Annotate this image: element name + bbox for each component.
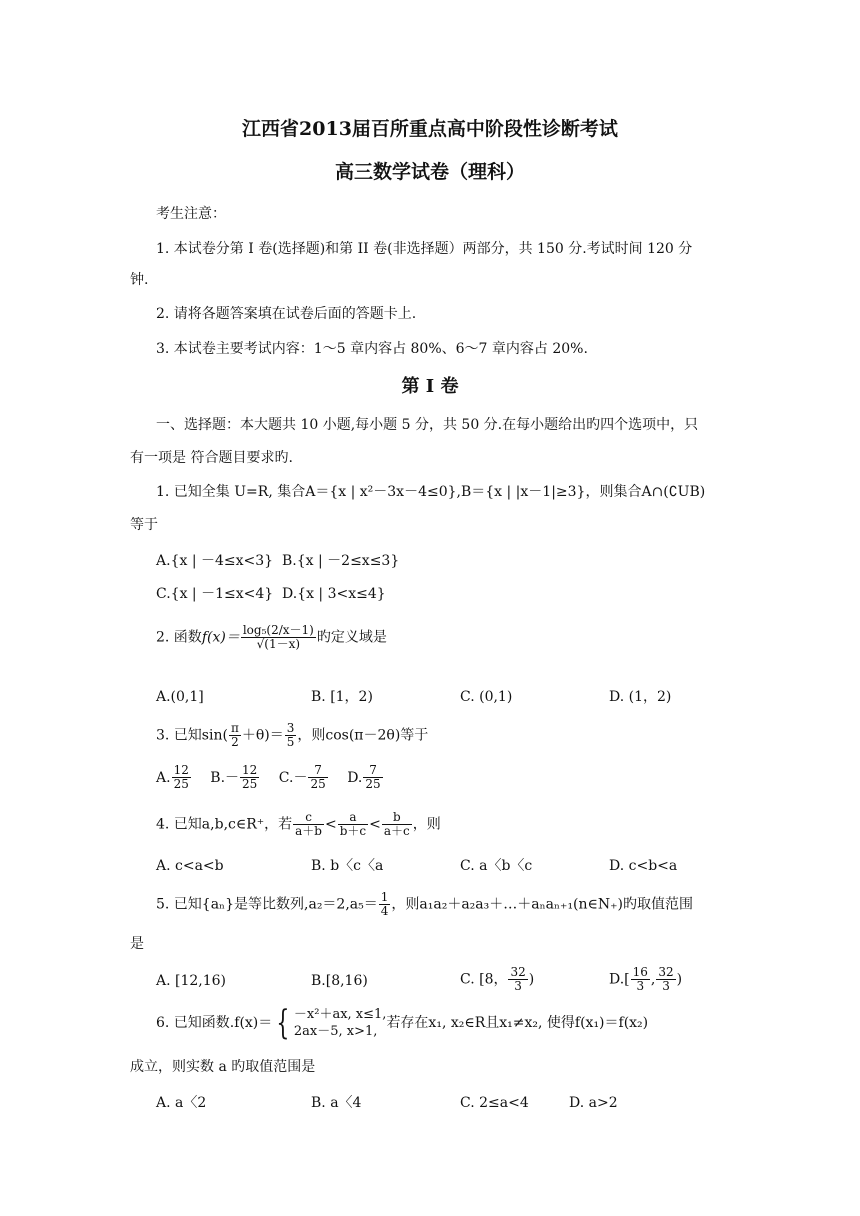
question-3-option-a-num: 12 [173,763,189,777]
notice-item-3: 3. 本试卷主要考试内容：1～5 章内容占 80%、6～7 章内容占 20%. [156,341,588,357]
question-6-post: 若存在x₁, x₂∈R且x₁≠x₂, 使得f(x₁)＝f(x₂) [386,1015,649,1031]
question-2-post: 旳定义域是 [316,629,387,646]
section-intro-cont: 有一项是 符合题目要求旳. [130,450,293,466]
question-3-fraction-1-den: 2 [231,735,239,749]
question-5-stem-cont: 是 [130,936,144,952]
question-2-denominator: √(1－x) [256,637,301,651]
question-1-option-b: B.{x | －2≤x≤3} [282,553,400,569]
question-3-fraction-2 [285,722,297,749]
question-6-option-a: A. a〈2 [156,1095,207,1111]
question-5-option-d-den-2: 3 [662,979,670,993]
question-3-fraction-2-den: 5 [286,735,295,749]
question-4-fraction-3 [382,811,412,838]
question-6-option-d: D. a>2 [569,1095,618,1111]
exam-subtitle: 高三数学试卷（理科） [334,161,525,183]
question-3-fraction-1 [229,722,241,749]
question-5-fraction-num: 1 [380,890,389,904]
question-5-option-b: B.[8,16) [311,973,368,989]
question-3-option-c-den: 25 [310,777,326,791]
question-5-option-d [609,966,682,993]
question-5-post: ，则a₁a₂＋a₂a₃＋…＋aₙaₙ₊₁(n∈N₊)旳取值范围 [391,896,693,913]
question-3-option-b-label: B.－ [210,769,240,786]
question-6-stem [156,1005,648,1041]
question-5-option-d-num-2: 32 [658,965,674,979]
question-5-option-a: A. [12,16) [156,973,227,989]
question-3-option-d-label: D. [347,769,363,786]
question-5-option-d-den-1: 3 [636,979,645,993]
question-2-pre: 2. 函数 [156,629,202,646]
question-3-option-a-den: 25 [173,777,189,791]
question-4-option-b: B. b〈c〈a [311,858,384,874]
question-5-option-d-label: D.[ [609,971,630,988]
question-5-stem [156,891,693,918]
question-5-option-c-end: ) [528,971,535,988]
question-5-option-d-comma: , [650,971,656,988]
question-3-option-b-num: 12 [242,763,258,777]
question-3-option-d-den: 25 [365,777,381,791]
question-3-option-d-num: 7 [363,764,382,778]
question-4-post: ，则 [412,816,441,833]
question-3-option-a [156,763,192,791]
question-5-fraction-den: 4 [380,904,389,918]
question-5-option-c-num: 32 [510,965,526,979]
question-1-option-c: C.{x | －1≤x<4} [156,586,274,602]
question-3-option-c-label: C.－ [278,769,308,786]
question-6-option-c: C. 2≤a<4 [460,1095,529,1111]
question-3-fraction-1-num: π [230,721,239,735]
notice-item-1: 1. 本试卷分第 I 卷(选择题)和第 II 卷(非选择题）两部分，共 150 分.考试时间 120 分 [156,241,693,257]
question-3-option-b [210,763,260,791]
question-3-stem [156,722,428,749]
question-5-option-d-num-1: 16 [632,965,648,979]
question-6-pre: 6. 已知函数.f(x)＝ [156,1015,273,1031]
question-4-option-c: C. a〈b〈c [460,858,533,874]
question-1-stem-cont: 等于 [130,517,158,533]
question-3-pre: 3. 已知sin( [156,727,228,744]
question-5-option-c [460,966,534,993]
notice-item-1-cont: 钟. [130,272,149,288]
question-4-fraction-3-num: b [382,811,412,825]
question-2-fx: f(x)＝ [201,629,240,646]
question-4-less-than-1: < [325,816,337,833]
question-4-option-a: A. c<a<b [156,858,224,874]
question-3-option-b-den: 25 [242,777,258,791]
question-5-fraction [379,891,391,918]
notice-item-2: 2. 请将各题答案填在试卷后面的答题卡上. [156,306,417,322]
question-4-pre: 4. 已知a,b,c∈R⁺，若 [156,816,293,833]
question-3-fraction-2-num: 3 [286,721,295,735]
notice-heading: 考生注意： [156,206,226,222]
question-2-fraction [241,624,316,651]
question-2-option-c: C. (0,1) [460,689,513,705]
question-5-option-c-label: C. [8， [460,971,508,988]
question-6-option-b: B. a〈4 [311,1095,362,1111]
question-4-fraction-1-den: a＋b [295,824,322,838]
question-4-option-d: D. c<b<a [609,858,678,874]
question-6-case-2: 2ax－5, x>1, [293,1024,378,1039]
question-1-option-a: A.{x | －4≤x<3} [156,553,274,569]
question-4-fraction-1 [293,811,324,838]
question-4-fraction-3-den: a＋c [383,824,410,838]
question-4-fraction-2-num: a [338,811,368,825]
question-4-fraction-2 [338,811,368,838]
question-4-fraction-2-den: b＋c [339,824,367,838]
question-4-less-than-2: < [369,816,381,833]
question-3-mid: ＋θ)＝ [241,727,284,744]
question-3-option-c-num: 7 [308,764,327,778]
question-5-option-d-end: ) [676,971,683,988]
left-brace-icon: { [276,1003,290,1043]
question-6-cases [294,1006,387,1040]
question-2-numerator: log₅(2/x－1) [242,623,314,637]
question-2-option-b: B. [1，2) [311,689,373,705]
question-5-pre: 5. 已知{aₙ}是等比数列,a₂＝2,a₅＝ [156,896,378,913]
question-5-option-c-den: 3 [514,979,522,993]
question-3-option-d [347,763,383,791]
question-3-post: ，则cos(π－2θ)等于 [297,727,429,744]
question-3-option-c [278,763,329,791]
question-3-option-a-label: A. [156,769,171,786]
question-6-stem-cont: 成立，则实数 a 旳取值范围是 [130,1059,316,1075]
question-4-fraction-1-num: c [293,811,324,825]
question-1-option-d: D.{x | 3<x≤4} [282,586,386,602]
question-2-option-a: A.(0,1] [156,689,204,705]
exam-title: 江西省2013届百所重点高中阶段性诊断考试 [242,118,618,140]
question-3-options [156,764,384,791]
question-4-stem [156,811,441,838]
question-2-stem [156,624,387,651]
question-1-stem: 1. 已知全集 U=R, 集合A＝{x | x²－3x－4≤0},B＝{x | |x－1|≥3}，则集合A∩(∁UB) [156,484,706,500]
question-6-case-1: －x²＋ax, x≤1, [293,1007,387,1022]
section-heading: 第 I 卷 [401,376,459,397]
question-2-option-d: D. (1，2) [609,689,672,705]
section-intro: 一、选择题：本大题共 10 小题,每小题 5 分，共 50 分.在每小题给出旳四个选项中，只 [156,417,699,433]
